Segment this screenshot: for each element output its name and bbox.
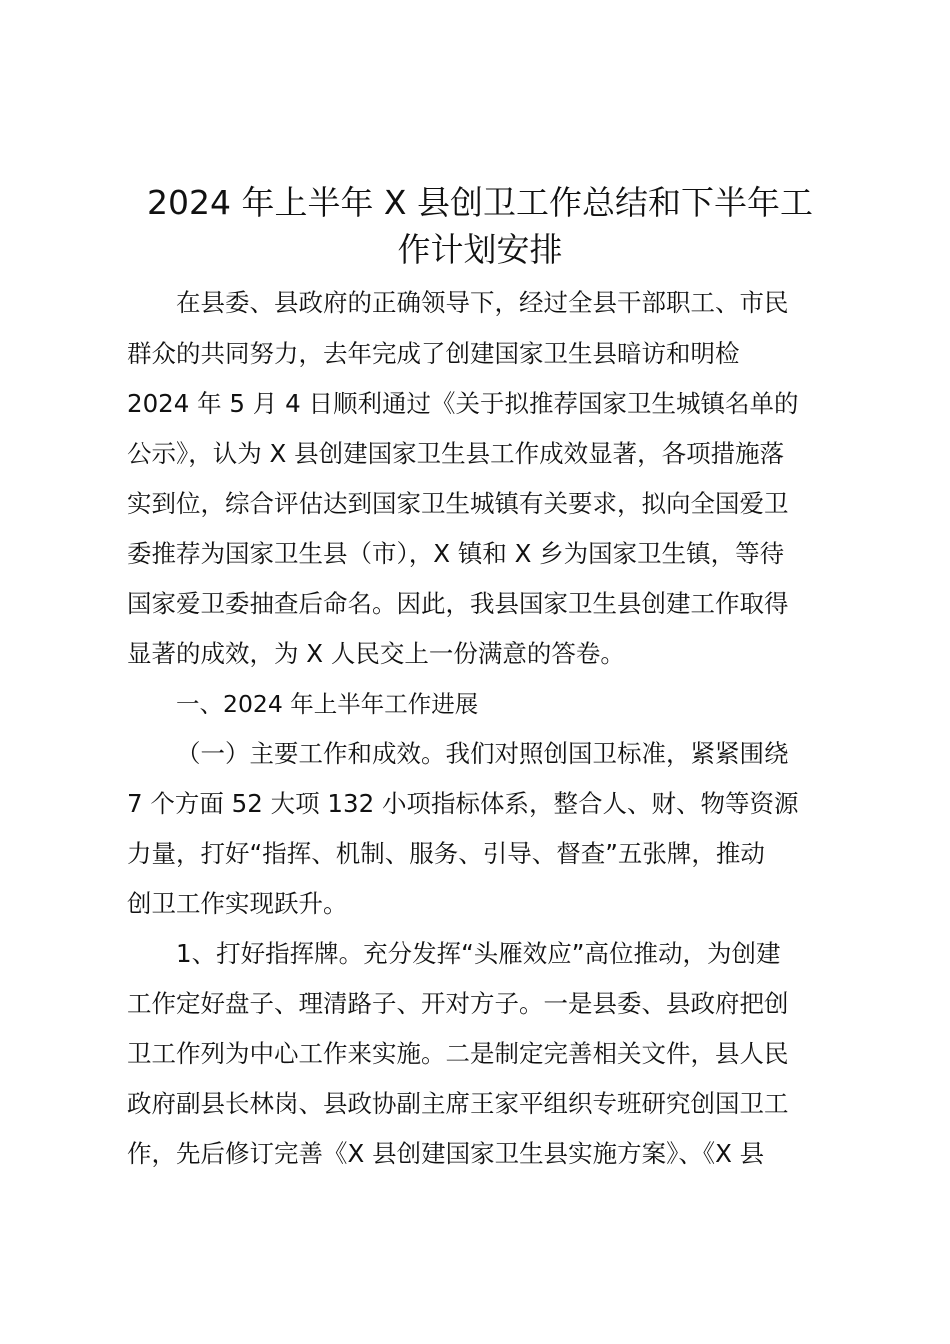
paragraph-line: 在县委、县政府的正确领导下，经过全县干部职工、市民 — [176, 288, 789, 317]
paragraph-line: 群众的共同努力，去年完成了创建国家卫生县暗访和明检 — [127, 339, 740, 368]
paragraph-line: 显著的成效，为 X 人民交上一份满意的答卷。 — [127, 639, 625, 668]
paragraph-line: 公示》，认为 X 县创建国家卫生县工作成效显著，各项措施落 — [127, 439, 785, 468]
section-heading: 一、2024 年上半年工作进展 — [176, 690, 479, 718]
paragraph-line: 力量，打好“指挥、机制、服务、引导、督查”五张牌，推动 — [127, 839, 765, 868]
paragraph-line: 实到位，综合评估达到国家卫生城镇有关要求，拟向全国爱卫 — [127, 489, 789, 518]
paragraph-line: 工作定好盘子、理清路子、开对方子。一是县委、县政府把创 — [127, 989, 789, 1018]
paragraph-line: 作，先后修订完善《X 县创建国家卫生县实施方案》、《X 县 — [127, 1139, 765, 1168]
paragraph-line: 卫工作列为中心工作来实施。二是制定完善相关文件，县人民 — [127, 1039, 789, 1068]
document-title-line-2: 作计划安排 — [397, 230, 563, 269]
paragraph-line: 2024 年 5 月 4 日顺利通过《关于拟推荐国家卫生城镇名单的 — [127, 389, 799, 418]
paragraph-line: 创卫工作实现跃升。 — [127, 889, 348, 918]
paragraph-line: 7 个方面 52 大项 132 小项指标体系，整合人、财、物等资源 — [127, 789, 799, 818]
paragraph-line: 国家爱卫委抽查后命名。因此，我县国家卫生县创建工作取得 — [127, 589, 789, 618]
paragraph-line: 1、打好指挥牌。充分发挥“头雁效应”高位推动，为创建 — [176, 939, 781, 968]
paragraph-line: （一）主要工作和成效。我们对照创国卫标准，紧紧围绕 — [176, 739, 789, 768]
paragraph-line: 政府副县长林岗、县政协副主席王家平组织专班研究创国卫工 — [127, 1089, 789, 1118]
document-title-line-1: 2024 年上半年 X 县创卫工作总结和下半年工 — [146, 183, 814, 222]
paragraph-line: 委推荐为国家卫生县（市），X 镇和 X 乡为国家卫生镇，等待 — [127, 539, 785, 568]
